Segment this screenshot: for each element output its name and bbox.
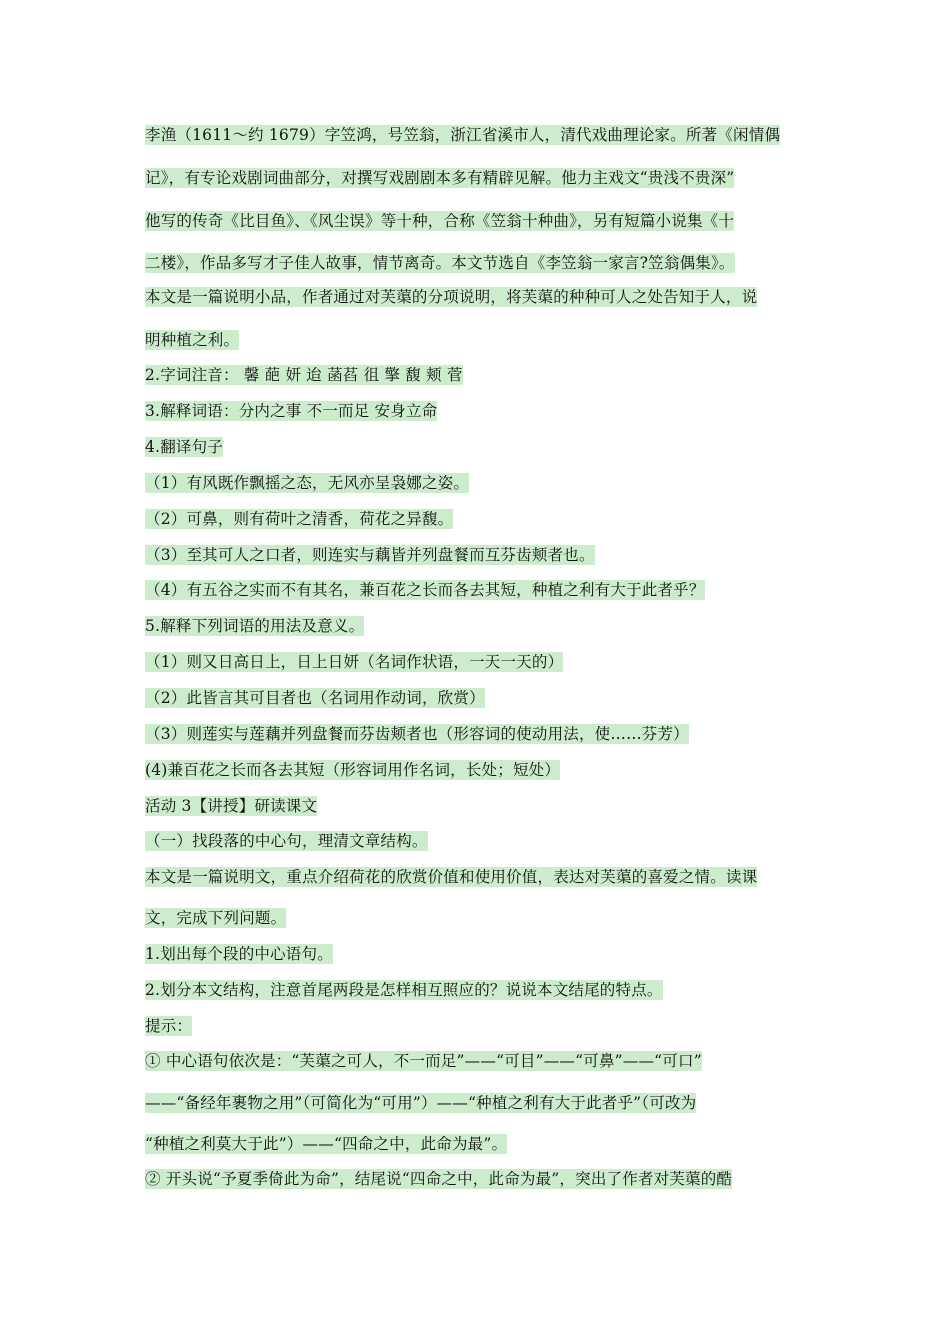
translate-sentence: （2）可鼻，则有荷叶之清香，荷花之异馥。 [145, 510, 454, 528]
body-text-line: 明种植之利。 [145, 331, 240, 349]
question-item: 2.划分本文结构，注意首尾两段是怎样相互照应的？说说本文结尾的特点。 [145, 981, 663, 999]
hint-text-line: “种植之利莫大于此”）——“四命之中，此命为最”。 [145, 1135, 508, 1153]
body-text-line: 本文是一篇说明文，重点介绍荷花的欣赏价值和使用价值，表达对芙蕖的喜爱之情。读课 [145, 868, 758, 886]
usage-item: （3）则莲实与莲藕并列盘餐而芬齿颊者也（形容词的使动用法，使……芬芳） [145, 725, 689, 743]
hint-text-line: ② 开头说“予夏季倚此为命”，结尾说“四命之中，此命为最”，突出了作者对芙蕖的酷 [145, 1170, 733, 1188]
hint-label: 提示： [145, 1017, 193, 1035]
vocab-pronunciation-item: 2.字词注音： 馨 葩 妍 迨 菡萏 徂 擎 馥 颊 菅 [145, 366, 463, 384]
body-text-line: 文，完成下列问题。 [145, 909, 287, 927]
activity-heading: 活动 3【讲授】研读课文 [145, 797, 318, 815]
body-text-line: 记》，有专论戏剧词曲部分，对撰写戏剧剧本多有精辟见解。他力主戏文“贵浅不贵深” [145, 169, 735, 187]
body-text-line: 李渔（1611～约 1679）字笠鸿，号笠翁，浙江省溪市人，清代戏曲理论家。所著《闲情偶 [145, 126, 781, 144]
translate-sentence: （3）至其可人之口者，则连实与藕皆并列盘餐而互芬齿颊者也。 [145, 546, 595, 564]
body-text-line: 他写的传奇《比目鱼》、《风尘误》等十种，合称《笠翁十种曲》，另有短篇小说集《十 [145, 212, 735, 230]
usage-item: (4)兼百花之长而各去其短（形容词用作名词，长处；短处） [145, 761, 561, 779]
usage-item: （2）此皆言其可目者也（名词用作动词，欣赏） [145, 689, 485, 707]
body-text-line: 本文是一篇说明小品，作者通过对芙蕖的分项说明，将芙蕖的种种可人之处告知于人，说 [145, 288, 758, 306]
body-text-line: 二楼》，作品多写才子佳人故事，情节离奇。本文节选自《李笠翁一家言?笠翁偶集》。 [145, 254, 735, 272]
translate-sentence: （4）有五谷之实而不有其名，兼百花之长而各去其短，种植之利有大于此者乎？ [145, 581, 705, 599]
vocab-explain-item: 3.解释词语：分内之事 不一而足 安身立命 [145, 402, 438, 420]
hint-text-line: ① 中心语句依次是：“芙蕖之可人，不一而足”——“可目”——“可鼻”——“可口” [145, 1052, 702, 1070]
section-heading: （一）找段落的中心句，理清文章结构。 [145, 832, 428, 850]
translate-sentence: （1）有风既作飘摇之态，无风亦呈袅娜之姿。 [145, 474, 470, 492]
usage-item: （1）则又日高日上，日上日妍（名词作状语，一天一天的） [145, 653, 564, 671]
question-item: 1.划出每个段的中心语句。 [145, 945, 333, 963]
translate-heading: 4.翻译句子 [145, 438, 223, 456]
usage-heading: 5.解释下列词语的用法及意义。 [145, 617, 365, 635]
hint-text-line: ——“备经年裹物之用”（可简化为“可用”）——“种植之利有大于此者乎”（可改为 [145, 1094, 697, 1112]
